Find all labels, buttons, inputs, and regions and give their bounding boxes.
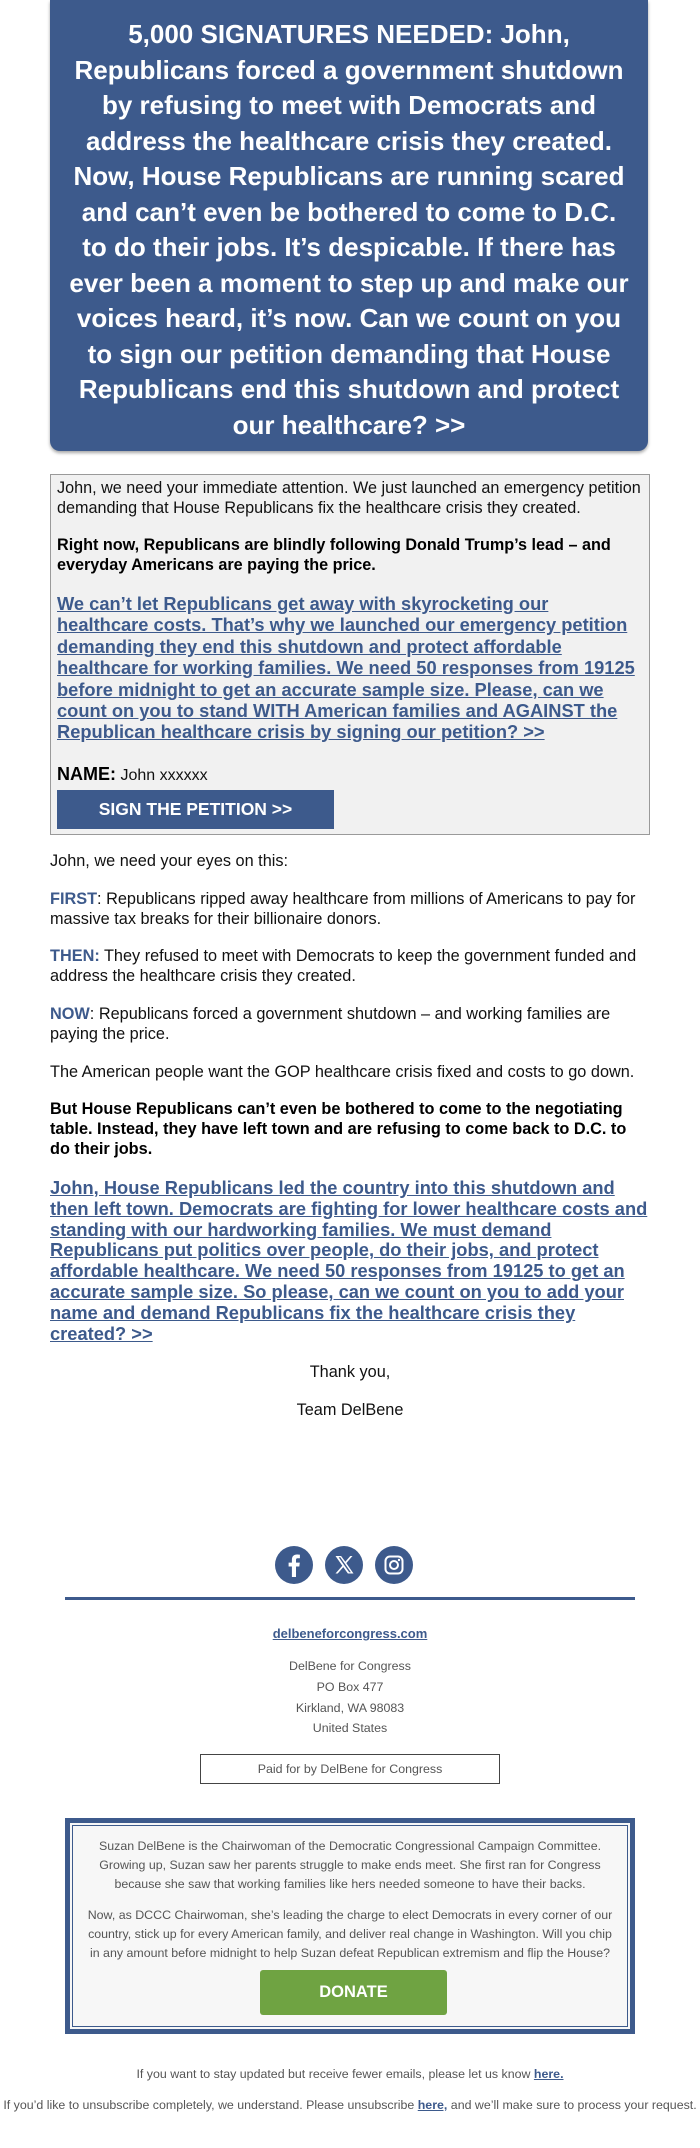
- instagram-icon[interactable]: [375, 1546, 413, 1584]
- first-text: : Republicans ripped away healthcare from millions of Americans to pay for massive tax breaks for their billionaire donors.: [50, 889, 636, 928]
- petition-cta-link[interactable]: We can’t let Republicans get away with skyrocketing our healthcare costs. That’s why we launched our emergency petition demanding they end this shutdown and protect affordable healthcare for working families. We need 50 responses from 19125 before midnight to get an accurate sample size. Please, can we count on you to stand WITH American families and AGAINST the Republican healthcare crisis by signing our petition? >>: [57, 593, 635, 743]
- address-line: PO Box 477: [316, 1679, 384, 1694]
- donate-button[interactable]: DONATE: [260, 1970, 447, 2015]
- unsubscribe-text-end: and we’ll make sure to process your request.: [447, 2098, 697, 2112]
- site-link-row: [0, 1626, 700, 1641]
- now-text: : Republicans forced a government shutdown – and working families are paying the price.: [50, 1004, 611, 1043]
- bio-box: [65, 1818, 635, 2034]
- sign-petition-button[interactable]: SIGN THE PETITION >>: [57, 790, 334, 829]
- name-row: [57, 763, 643, 787]
- eyes-line: John, we need your eyes on this:: [50, 852, 289, 870]
- then-para: [50, 947, 650, 987]
- footer-divider: [65, 1597, 635, 1600]
- then-text: They refused to meet with Democrats to keep the government funded and address the healthcare crisis they created.: [50, 947, 637, 986]
- thanks-line: Thank you,: [309, 1363, 391, 1382]
- now-para: [50, 1005, 650, 1045]
- bio-paragraph-2: Now, as DCCC Chairwoman, she’s leading the charge to elect Democrats in every corner of our country, stick up for every American family, and deliver real change in Washington. Will you chip in any amount before midnight to help Suzan defeat Republican extremism and flip the House?: [87, 1908, 613, 1960]
- unsubscribe-line: [0, 2096, 700, 2115]
- petition-box: [50, 474, 650, 835]
- address-line: United States: [312, 1721, 388, 1736]
- hero-petition-banner[interactable]: 5,000 SIGNATURES NEEDED: John, Republicans forced a government shutdown by refusing to meet with Democrats and address the healthcare crisis they created. Now, House Republicans are running scared and can’t even be bothered to come to D.C. to do their jobs. It’s despicable. If there has ever been a moment to step up and make our voices heard, it’s now. Can we count on you to sign our petition demanding that House Republicans end this shutdown and protect our healthcare? >>: [50, 0, 648, 451]
- fewer-emails-link[interactable]: here.: [533, 2067, 564, 2081]
- social-links: [0, 1546, 700, 1586]
- bold-para: But House Republicans can’t even be bothered to come to the negotiating table. Instead, they have left town and are refusing to come back to D.C. to do their jobs.: [50, 1100, 627, 1158]
- email-body: [50, 852, 650, 1439]
- want-para: The American people want the GOP healthcare crisis fixed and costs to go down.: [50, 1062, 635, 1081]
- facebook-icon[interactable]: [275, 1546, 313, 1584]
- bio-paragraph-1: Suzan DelBene is the Chairwoman of the Democratic Congressional Campaign Committee. Growing up, Suzan saw her parents struggle to make ends meet. She first ran for Congress because she saw that working families like hers needed someone to have their backs.: [98, 1839, 602, 1891]
- signoff: Team DelBene: [296, 1400, 404, 1419]
- fewer-emails-text: If you want to stay updated but receive fewer emails, please let us know: [136, 2067, 534, 2081]
- email-preferences: [0, 2065, 700, 2127]
- x-icon[interactable]: [325, 1546, 363, 1584]
- fewer-emails-line: [0, 2065, 700, 2084]
- name-value: John xxxxxx: [120, 766, 208, 784]
- paid-for-disclaimer: Paid for by DelBene for Congress: [200, 1754, 500, 1784]
- petition-intro: John, we need your immediate attention. We just launched an emergency petition demanding that House Republicans fix the healthcare crisis they created.: [57, 479, 641, 517]
- first-para: [50, 890, 650, 930]
- unsubscribe-link[interactable]: here,: [417, 2098, 448, 2112]
- address-line: Kirkland, WA 98083: [295, 1700, 405, 1715]
- then-label: THEN:: [50, 947, 100, 966]
- site-link[interactable]: delbeneforcongress.com: [272, 1626, 428, 1641]
- address-line: DelBene for Congress: [289, 1659, 411, 1673]
- now-label: NOW: [50, 1004, 90, 1023]
- mailing-address: [0, 1656, 700, 1739]
- name-label: NAME:: [57, 763, 116, 784]
- body-cta-link[interactable]: John, House Republicans led the country into this shutdown and then left town. Democrats are fighting for lower healthcare costs and standing with our hardworking families. We must demand Republicans put politics over people, do their jobs, and protect affordable healthcare. We need 50 responses from 19125 to get an accurate sample size. So please, can we count on you to add your name and demand Republicans fix the healthcare crisis they created? >>: [50, 1176, 648, 1345]
- petition-bold-line: Right now, Republicans are blindly following Donald Trump’s lead – and everyday Americans are paying the price.: [57, 536, 611, 574]
- first-label: FIRST: [50, 889, 98, 908]
- unsubscribe-text: If you’d like to unsubscribe completely, we understand. Please unsubscribe: [3, 2098, 418, 2112]
